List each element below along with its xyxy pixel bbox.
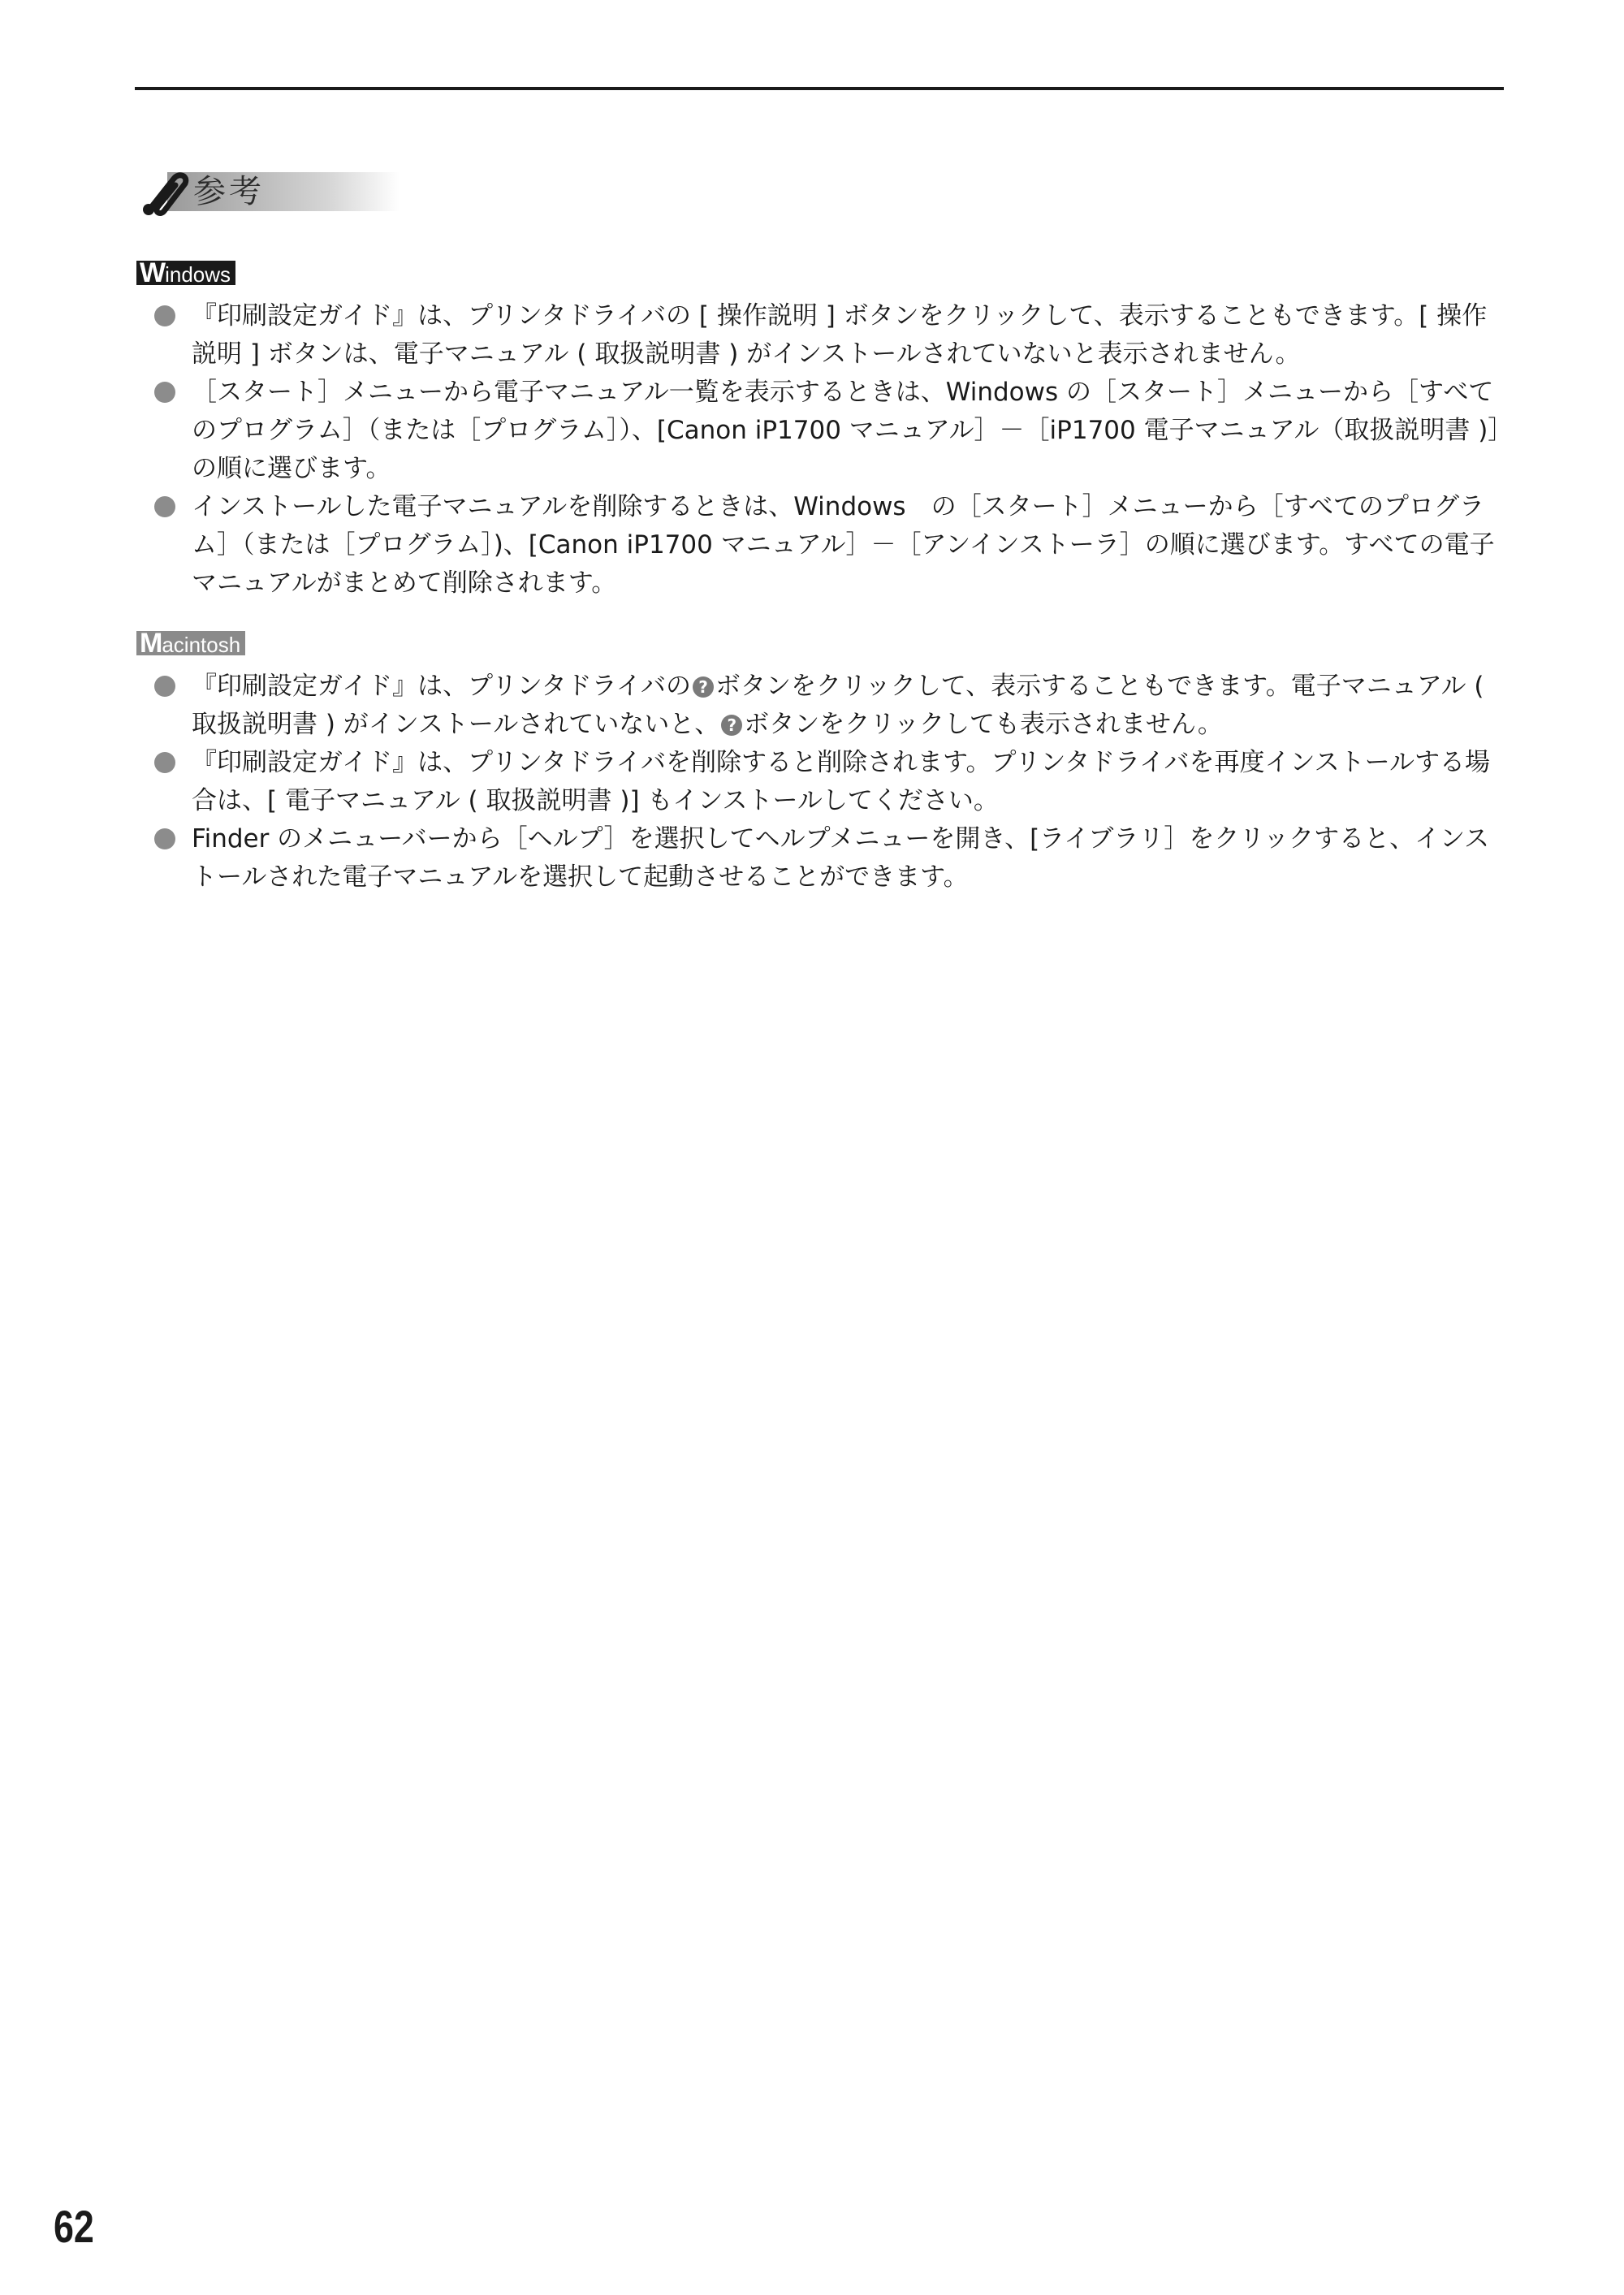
bullet-icon: [154, 496, 175, 517]
mac-note-text: 『印刷設定ガイド』は、プリンタドライバを削除すると削除されます。プリンタドライバを再度インストールする場合は、[ 電子マニュアル ( 取扱説明書 )] もインストールしてください。: [192, 748, 1490, 815]
list-item: [154, 820, 1510, 897]
windows-badge-rest: indows: [165, 262, 231, 287]
macintosh-badge-initial: M: [140, 628, 162, 659]
bullet-icon: [154, 382, 175, 403]
windows-badge-initial: W: [140, 257, 166, 288]
list-item: [154, 744, 1510, 820]
macintosh-notes-list: [154, 668, 1510, 897]
windows-note-text: ［スタート］メニューから電子マニュアル一覧を表示するときは、Windows の［スタート］メニューから［すべてのプログラム］（または［プログラム］）、[Canon iP1700 マニュアル］－［iP1700 電子マニュアル（取扱説明書 )］の順に選びます。: [192, 378, 1501, 483]
bullet-icon: [154, 752, 175, 773]
top-rule: [135, 87, 1504, 90]
mac-note-text-b: ボタンをクリックして、表示することもできます。電子マニュアル ( 取扱説明書 ) がインストールされていないと、: [192, 672, 1484, 739]
bullet-icon: [154, 676, 175, 697]
list-item: [154, 297, 1510, 374]
windows-badge: [136, 257, 235, 288]
paperclip-icon: [135, 161, 200, 226]
bullet-icon: [154, 828, 175, 849]
windows-note-text: 『印刷設定ガイド』は、プリンタドライバの [ 操作説明 ] ボタンをクリックして、表示することもできます。[ 操作説明 ] ボタンは、電子マニュアル ( 取扱説明書 ) がインストールされていないと表示されません。: [192, 301, 1488, 369]
list-item: [154, 374, 1510, 488]
help-icon: ?: [693, 676, 714, 698]
mac-note-text-a: 『印刷設定ガイド』は、プリンタドライバの: [192, 672, 692, 701]
mac-note-text: Finder のメニューバーから［ヘルプ］を選択してヘルプメニューを開き、[ライブラリ］をクリックすると、インストールされた電子マニュアルを選択して起動させることができます。: [192, 824, 1490, 892]
note-label: 参考: [193, 173, 265, 210]
macintosh-badge-rest: acintosh: [162, 633, 241, 657]
list-item: [154, 668, 1510, 744]
bullet-icon: [154, 305, 175, 326]
help-icon: ?: [721, 715, 742, 736]
page-number: 62: [54, 2201, 94, 2252]
macintosh-badge: [136, 628, 245, 659]
windows-note-text: インストールした電子マニュアルを削除するときは、Windows の［スタート］メニューから［すべてのプログラム］（または［プログラム］)、[Canon iP1700 マニュアル］－［アンインストーラ］の順に選びます。すべての電子マニュアルがまとめて削除されます。: [192, 492, 1495, 598]
list-item: [154, 488, 1510, 603]
windows-notes-list: [154, 297, 1510, 603]
mac-note-text-c: ボタンをクリックしても表示されません。: [744, 710, 1223, 739]
note-header: [135, 161, 281, 226]
